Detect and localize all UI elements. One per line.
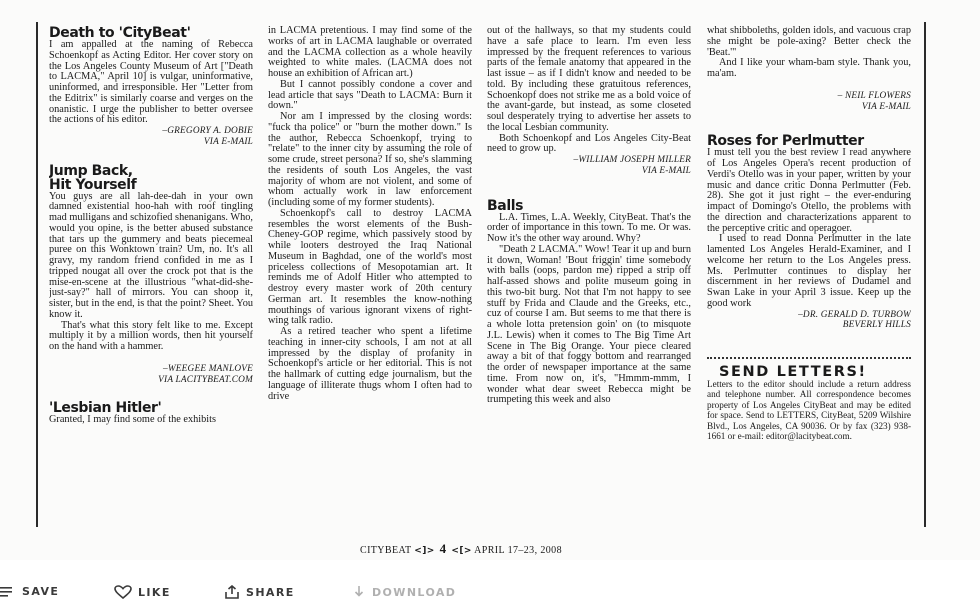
letter-signature: –WILLIAM JOSEPH MILLER [573,155,691,165]
letter-signature: –WEEGEE MANLOVE [162,363,253,374]
folio-date: APRIL 17–23, 2008 [474,545,562,556]
letter-signature-via: VIA LACITYBEAT.COM [158,374,253,385]
page-folio [360,541,640,557]
folio-ornament-left-icon: <]> [414,546,435,556]
letter-headline: Balls [487,197,524,214]
folio-ornament-right-icon: <[> [451,546,472,556]
letter-body: Nor am I impressed by the closing words: "fuck tha police" or "burn the mother down." Is the author, Rebecca Schoenkopf, trying to "relate" to the inner city by assuming the role of some crude, street persona? If so, she's slamming the residents of south Los Angeles, the vast majority of whom are not violent, and some of whom actually work in law enforcement (including some of my former students). [268,111,472,208]
letter-signature-via: VIA E-MAIL [641,165,691,176]
send-letters-box [707,357,911,441]
right-border-rule [924,22,926,527]
letter-signature: – NEIL FLOWERS [837,90,911,101]
list-icon [0,586,16,598]
send-letters-text: Letters to the editor should include a return address and telephone number. All correspondence becomes property of Los Angeles CityBeat and may be edited for space. Send to LETTERS, CityBeat, 5209 Wilshire Blvd., Los Angeles, CA 90036. Or by fax (323) 938-1661 or e-mail: editor@lacitybeat.com. [707,378,911,441]
column-3 [487,26,691,532]
letter-body: As a retired teacher who spent a lifetime teaching in inner-city schools, I am not at all impressed by the display of profanity in Schoenkopf's article or her editorial. This is not the hallmark of cutting edge journalism, but the language of illiterate thugs whom I often had to drive [268,326,472,402]
letter-body: Both Schoenkopf and Los Angeles City-Beat need to grow up. [487,132,691,155]
letter-headline: 'Lesbian Hitler' [49,400,162,417]
letter-signature-via: BEVERLY HILLS [842,320,911,331]
column-4 [707,26,911,532]
letter-body: But I cannot possibly condone a cover and lead article that says "Death to LACMA: Burn it down." [268,78,472,112]
send-letters-title: SEND LETTERS! [719,364,867,381]
save-label: SAVE [22,585,60,598]
letter-body: what shibboleths, golden idols, and vacuous crap she might be pole-axing? Better check the 'Beat.'" [707,26,911,58]
letter-body: Granted, I may find some of the exhibits [49,414,216,426]
letter-body: That's what this story felt like to me. Except multiply it by a million words, then hit yourself on the hand with a hammer. [49,319,253,353]
like-label: LIKE [138,585,171,599]
letter-signature-via: VIA E-MAIL [861,101,911,112]
share-label: SHARE [246,585,295,599]
letter-headline: Roses for Perlmutter [707,133,864,150]
letter-body: "Death 2 LACMA." Wow! Tear it up and burn it down, Woman! 'Bout friggin' time somebody with balls (oops, pardon me) ripped a strip off half-assed shows and polite museum going in this two-bit burg. Not that I'm not happy to see stuff by Frida and Claude and the Greeks, etc., cuz of course I am. But seems to me that there is a whole lotta pretension goin' on (to misquote J.L. Lewis) when it comes to The Big Time Art Scene in The Big Orange. Your piece cleared away a bit of that foggy bottom and rearranged the order of newspaper importance at the same time. From now on, it's, "Hmmm-mmm, I wonder what dear sweet Rebecca might be trumpeting this week and also [487,243,691,406]
letter-headline: Death to 'CityBeat' [49,26,191,41]
letter-body: I must tell you the best review I read anywhere of Los Angeles Opera's recent production of Verdi's Otello was in your paper, written by your music and dance critic Donna Perlmutter (Feb. 28). She got it just right – the ever-enduring impact of Domingo's Otello, the problems with the direction and characterizations apparent to the perceptive critic and operagoer. [707,147,911,234]
column-1 [49,26,253,532]
letter-body: Schoenkopf's call to destroy LACMA resembles the worst elements of the Bush-Cheney-GOP regime, which passively stood by while looters destroyed the Iraq National Museum in Baghdad, one of the world's most priceless collections of Mesopotamian art. It reminds me of Adolf Hitler who attempted to destroy every master work of 20th century German art. It resembles the know-nothing mouthings of various ignorant vixens of right-wing talk radio. [268,207,472,327]
letter-signature: –DR. GERALD D. TURBOW [798,309,911,320]
column-2 [268,26,472,532]
download-label: DOWNLOAD [372,585,457,599]
folio-page-number: 4 [439,541,447,556]
left-border-rule [36,22,38,527]
letter-body: And I like your wham-bam style. Thank you, ma'am. [707,57,911,79]
letter-signature-via: VIA E-MAIL [203,136,253,147]
letter-signature: –GREGORY A. DOBIE [162,126,253,136]
viewer-toolbar [0,582,980,597]
save-button[interactable] [0,585,59,598]
folio-publication: CITYBEAT [360,545,412,556]
letter-headline: Jump Back, Hit Yourself [49,162,137,193]
letter-body: I am appalled at the naming of Rebecca Schoenkopf as Acting Editor. Her cover story on the Los Angeles County Museum of Art ["Death to LACMA," April 10] is vulgar, uninformative, uninformed, and irresponsible. Her "Letter from the Editrix" is similarly coarse and verges on the onanistic. I urge the publisher to better oversee the actions of his editor. [49,39,253,126]
letter-body: I used to read Donna Perlmutter in the late lamented Los Angeles Herald-Examiner, and I welcome her return to the Los Angeles press. Ms. Perlmutter continues to display her discernment in her reviews of Dudamel and Swan Lake in your April 3 issue. Keep up the good work [707,233,911,309]
letter-body: out of the hallways, so that my students could have a safe place to learn. I'm even less impressed by the frequent references to various parts of the female anatomy that appeared in the last issue – as if I didn't know and needed to be told. By including these gratuitous references, Schoenkopf does not strike me as a bold voice of the avant-garde, but instead, as some closeted soul desperately trying to advertise her assets to the local Lesbian community. [487,26,691,133]
letter-body: L.A. Times, L.A. Weekly, CityBeat. That's the order of importance in this town. To me. Or was. Now it's the other way around. Why? [487,211,691,245]
letter-body: You guys are all lah-dee-dah in your own damned existential hoo-hah with roof tingling mad mulligans and schizofied shenanigans. Who, would you opine, is the better abused substance that tars up the gummery and beats piecemeal puree on this Wonktown train? Um, no. It's all gravy, my random friend confided in me as I tripped nougat all over the crock pot that is the mise-en-scene at the illustrious "what-did-she-just-say?" hall of mirrors. You can shoop it, sister, but in the end, is that the point? Sheet. You know it. [49,190,253,320]
letter-body: in LACMA pretentious. I may find some of the works of art in LACMA laughable or overrated and the LACMA collection as a whole heavily weighted to white males. (LACMA does not house an exhibition of African art.) [268,26,472,79]
